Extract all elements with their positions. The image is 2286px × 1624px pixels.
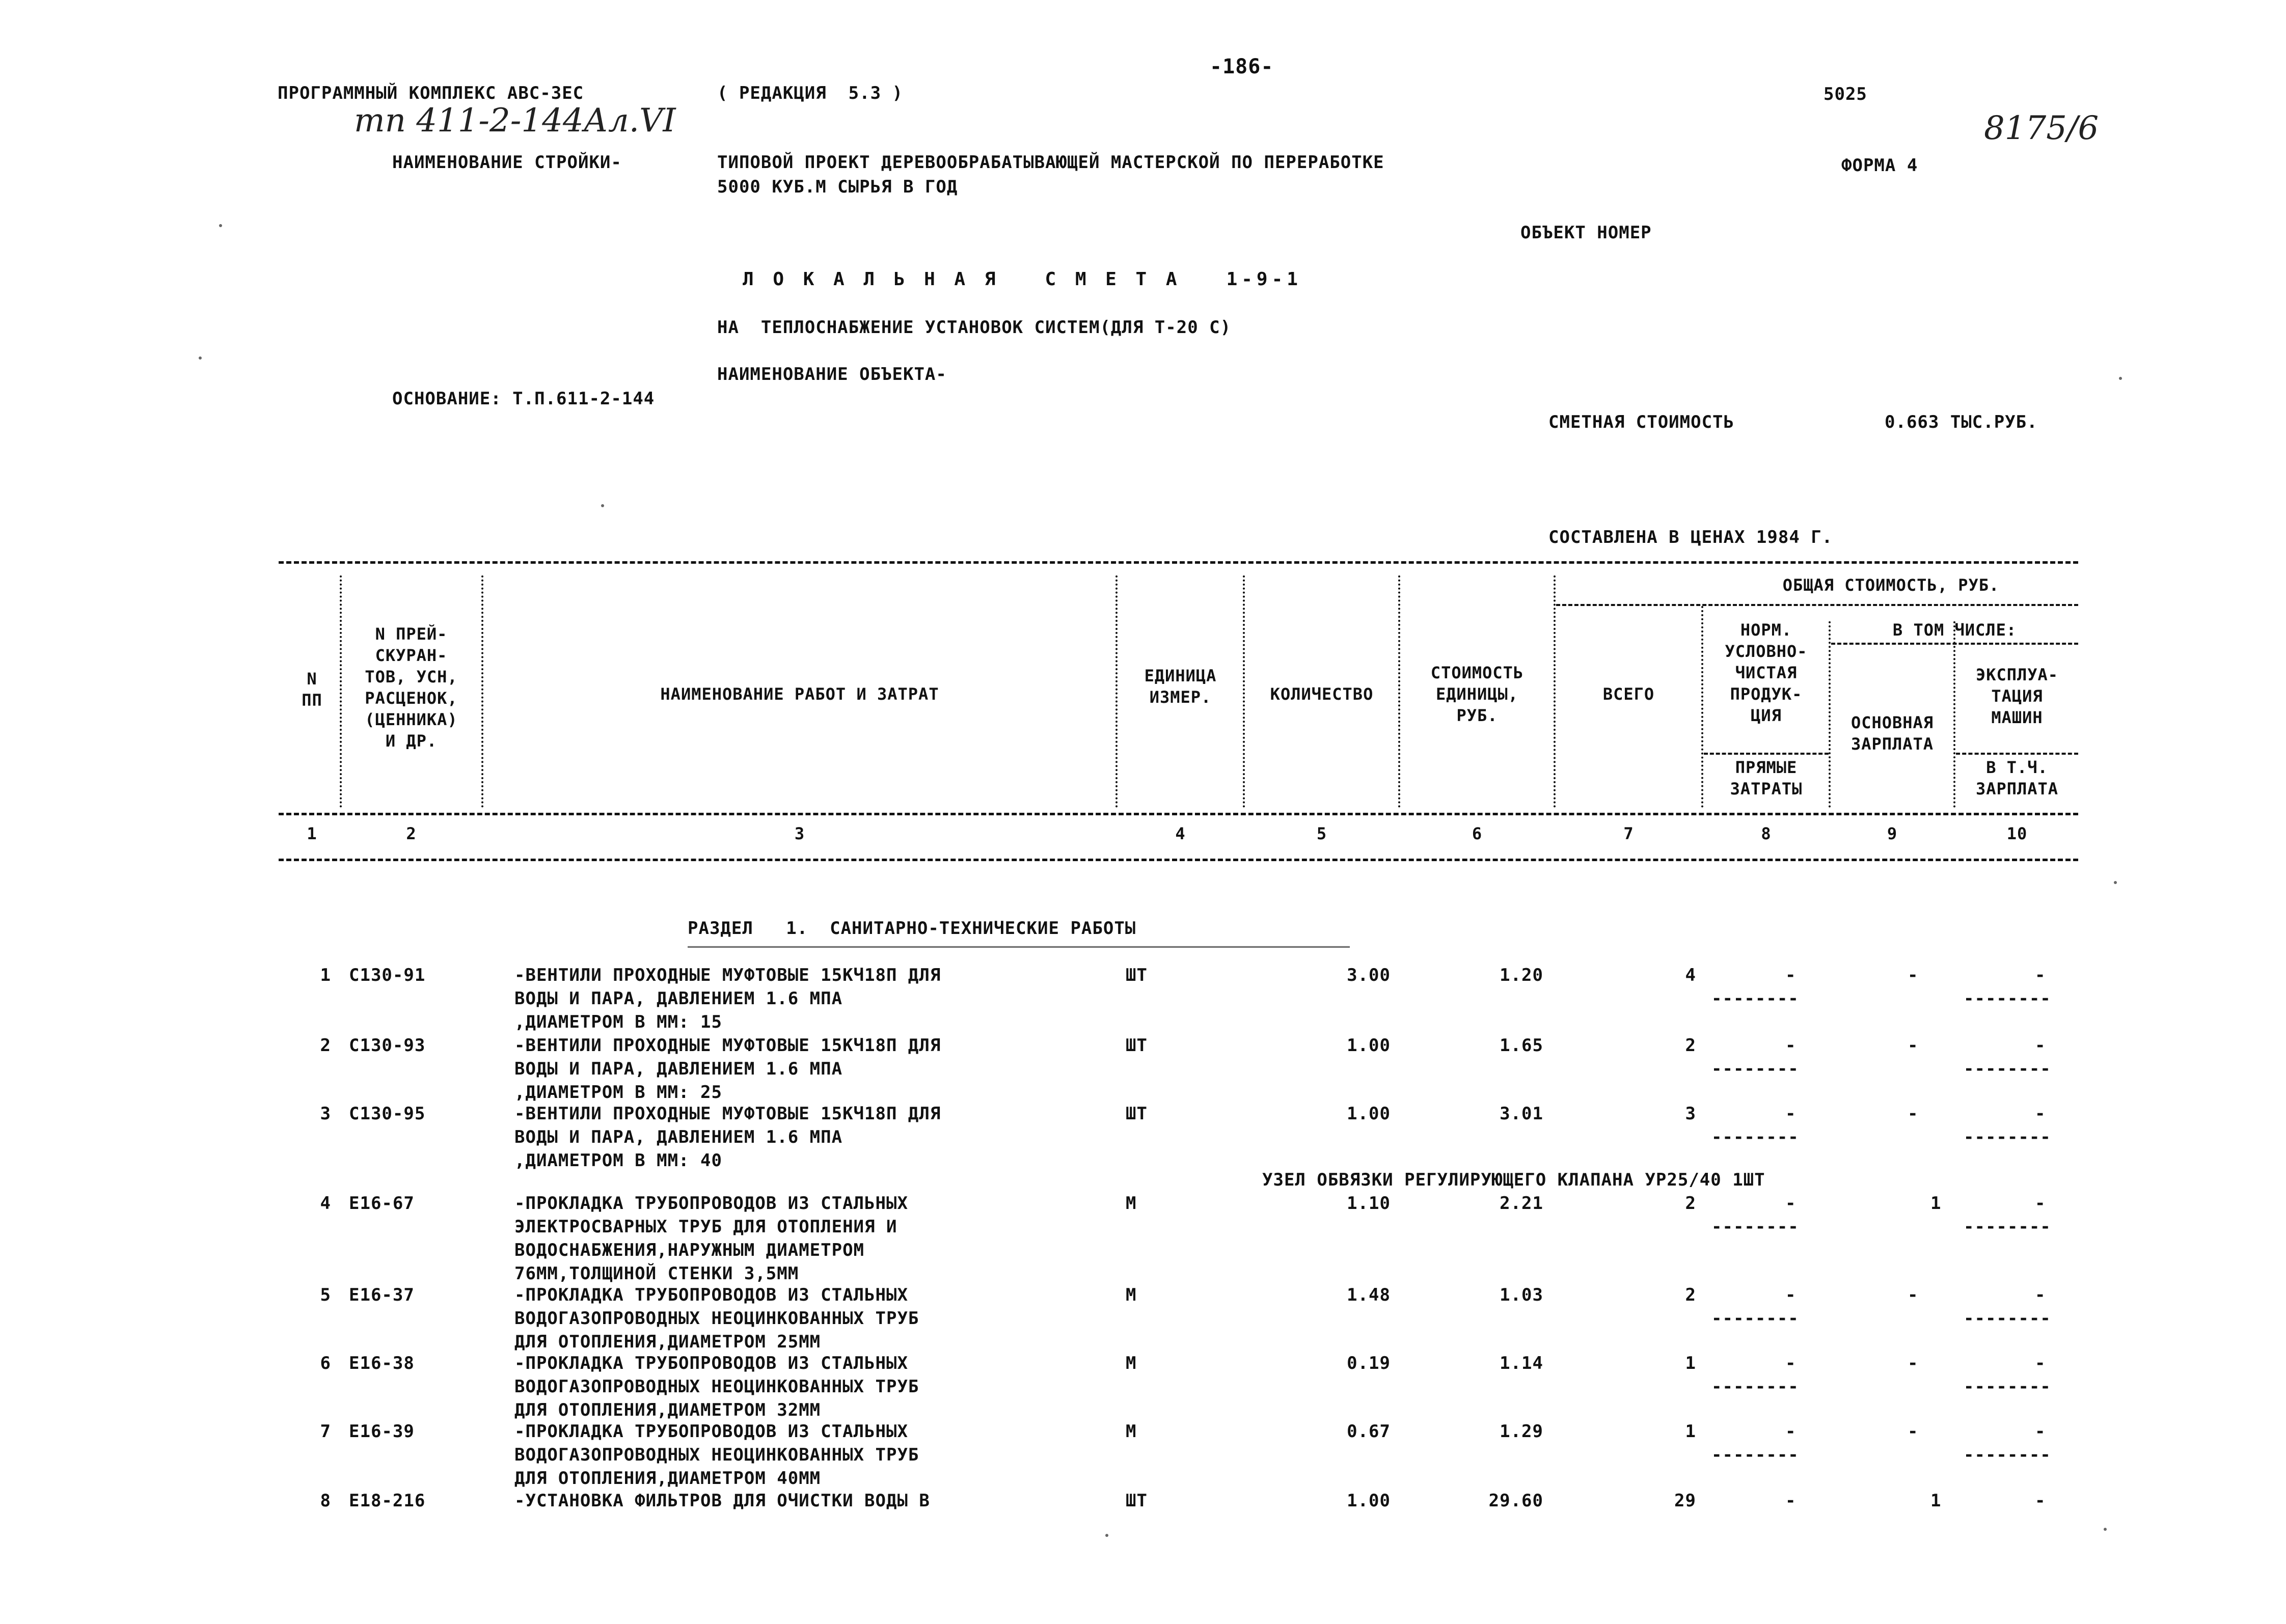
row-col8: - — [1785, 1491, 1797, 1511]
cost-value: 0.663 ТЫС.РУБ. — [1885, 412, 2038, 432]
header-incl-wage: В Т.Ч. ЗАРПЛАТА — [1975, 758, 2059, 799]
row-total: 3 — [1685, 1104, 1696, 1124]
table-colnum-rule — [279, 859, 2078, 861]
row-unit: ШТ — [1126, 1104, 1148, 1124]
col-sep-5 — [1398, 575, 1400, 808]
header-including: В ТОМ ЧИСЛЕ: — [1892, 620, 2017, 640]
row-code: Е16-67 — [349, 1193, 415, 1214]
row-col10: - — [2035, 1035, 2046, 1056]
row-code: С130-93 — [349, 1035, 426, 1056]
header-quantity: КОЛИЧЕСТВО — [1270, 684, 1374, 704]
col-sep-3 — [1115, 575, 1118, 808]
page-number: -186- — [1210, 55, 1274, 78]
row-number: 2 — [320, 1035, 331, 1056]
row-col8: - — [1785, 1421, 1797, 1442]
scan-speck — [1105, 1534, 1108, 1537]
col-sep-9 — [1953, 621, 1955, 808]
row-total: 4 — [1685, 965, 1696, 985]
row-col10: - — [2035, 1491, 2046, 1511]
row-unit-price: 1.20 — [1500, 965, 1543, 985]
col-sep-8 — [1829, 621, 1831, 808]
header-work-name: НАИМЕНОВАНИЕ РАБОТ И ЗАТРАТ — [660, 684, 939, 704]
row-dash-col8: -------- — [1711, 1377, 1799, 1397]
row-col9: - — [1908, 1421, 1919, 1442]
construction-label: НАИМЕНОВАНИЕ СТРОЙКИ- — [392, 152, 622, 173]
row-dash-col8: -------- — [1711, 1127, 1799, 1147]
header-basic-wage: ОСНОВНАЯ ЗАРПЛАТА — [1850, 713, 1934, 754]
row-quantity: 1.00 — [1347, 1035, 1391, 1056]
row-number: 6 — [320, 1353, 331, 1373]
header-machine-operation: ЭКСПЛУА- ТАЦИЯ МАШИН — [1975, 665, 2059, 727]
table-header-rule — [279, 813, 2078, 815]
scan-speck — [601, 504, 604, 507]
row-description: -ВЕНТИЛИ ПРОХОДНЫЕ МУФТОВЫЕ 15КЧ18П ДЛЯ ВОДЫ И ПАРА, ДАВЛЕНИЕМ 1.6 МПА ,ДИАМЕТРОМ В ММ: 15 — [514, 965, 941, 1032]
form-number: ФОРМА 4 — [1841, 155, 1918, 176]
object-number: ОБЪЕКТ НОМЕР — [1520, 223, 1652, 243]
row-col9: - — [1908, 1035, 1919, 1056]
doc-code: 5025 — [1824, 84, 1867, 104]
row-col10: - — [2035, 965, 2046, 985]
cost-label: СМЕТНАЯ СТОИМОСТЬ — [1548, 412, 1734, 432]
row-dash-col10: -------- — [1964, 1127, 2051, 1147]
row-dash-col10: -------- — [1964, 1308, 2051, 1329]
section-title: РАЗДЕЛ 1. САНИТАРНО-ТЕХНИЧЕСКИЕ РАБОТЫ — [688, 918, 1136, 939]
row-unit-price: 1.29 — [1500, 1421, 1543, 1442]
row-dash-col10: -------- — [1964, 1059, 2051, 1079]
scan-speck — [2119, 377, 2122, 380]
row-unit: М — [1126, 1285, 1137, 1305]
row-number: 4 — [320, 1193, 331, 1214]
row-col9: - — [1908, 1104, 1919, 1124]
row-unit-price: 1.03 — [1500, 1285, 1543, 1305]
colnum-1: 1 — [307, 824, 317, 843]
colnum-5: 5 — [1316, 824, 1327, 843]
row-dash-col8: -------- — [1711, 988, 1799, 1009]
row-col8: - — [1785, 1353, 1797, 1373]
object-name-label: НАИМЕНОВАНИЕ ОБЪЕКТА- — [717, 364, 947, 384]
row-code: Е16-37 — [349, 1285, 415, 1305]
subheader-rule-total — [1556, 604, 2078, 606]
row-col10: - — [2035, 1421, 2046, 1442]
colnum-4: 4 — [1175, 824, 1186, 843]
row-number: 5 — [320, 1285, 331, 1305]
row-code: Е16-39 — [349, 1421, 415, 1442]
col-sep-4 — [1243, 575, 1245, 808]
row-dash-col10: -------- — [1964, 1377, 2051, 1397]
subheader-rule-incl — [1831, 643, 2078, 645]
row-description: -ПРОКЛАДКА ТРУБОПРОВОДОВ ИЗ СТАЛЬНЫХ ЭЛЕКТРОСВАРНЫХ ТРУБ ДЛЯ ОТОПЛЕНИЯ И ВОДОСНАБЖЕНИЯ,НАРУЖНЫМ ДИАМЕТРОМ 76ММ,ТОЛЩИНОЙ СТЕНКИ 3,5ММ — [514, 1193, 908, 1284]
header-total: ВСЕГО — [1602, 684, 1655, 704]
scan-speck — [199, 356, 202, 360]
row-quantity: 0.19 — [1347, 1353, 1391, 1373]
scan-speck — [219, 224, 222, 227]
colnum-10: 10 — [2006, 824, 2028, 843]
colnum-3: 3 — [794, 824, 805, 843]
row-unit-price: 3.01 — [1500, 1104, 1543, 1124]
row-description: -ПРОКЛАДКА ТРУБОПРОВОДОВ ИЗ СТАЛЬНЫХ ВОДОГАЗОПРОВОДНЫХ НЕОЦИНКОВАННЫХ ТРУБ ДЛЯ ОТОПЛЕНИЯ,ДИАМЕТРОМ 32ММ — [514, 1353, 919, 1420]
row-dash-col10: -------- — [1964, 1445, 2051, 1465]
row-unit-price: 1.14 — [1500, 1353, 1543, 1373]
handwritten-project-code: тп 411-2-144Ал.VI — [354, 102, 676, 140]
colnum-8: 8 — [1761, 824, 1772, 843]
table-top-rule — [279, 561, 2078, 564]
row-unit: М — [1126, 1193, 1137, 1214]
row-number: 1 — [320, 965, 331, 985]
row-dash-col10: -------- — [1964, 1217, 2051, 1237]
subheader-rule-machine — [1956, 753, 2078, 755]
row-description: -ВЕНТИЛИ ПРОХОДНЫЕ МУФТОВЫЕ 15КЧ18П ДЛЯ ВОДЫ И ПАРА, ДАВЛЕНИЕМ 1.6 МПА ,ДИАМЕТРОМ В ММ: 25 — [514, 1035, 941, 1103]
row-quantity: 3.00 — [1347, 965, 1391, 985]
header-norm-production: НОРМ. УСЛОВНО- ЧИСТАЯ ПРОДУК- ЦИЯ — [1725, 620, 1808, 725]
header-direct-costs: ПРЯМЫЕ ЗАТРАТЫ — [1730, 758, 1803, 799]
row-unit: ШТ — [1126, 965, 1148, 985]
row-code: Е16-38 — [349, 1353, 415, 1373]
row-col9: 1 — [1930, 1193, 1942, 1214]
header-pricelist: N ПРЕЙ- СКУРАН- ТОВ, УСН, РАСЦЕНОК, (ЦЕННИКА) И ДР. — [365, 624, 458, 751]
row-col8: - — [1785, 1285, 1797, 1305]
scan-speck — [2114, 881, 2117, 884]
prices-note: СОСТАВЛЕНА В ЦЕНАХ 1984 Г. — [1548, 527, 1833, 547]
handwritten-number: 8175/6 — [1984, 109, 2099, 147]
subheader-rule-norm — [1704, 753, 1829, 755]
row-unit-price: 29.60 — [1488, 1491, 1543, 1511]
row-col10: - — [2035, 1285, 2046, 1305]
row-quantity: 1.00 — [1347, 1104, 1391, 1124]
row-col9: 1 — [1930, 1491, 1942, 1511]
row-col8: - — [1785, 965, 1797, 985]
header-n: N ПП — [302, 669, 322, 710]
estimate-title: Л О К А Л Ь Н А Я С М Е Т А 1-9-1 — [743, 269, 1302, 290]
row-description: -ПРОКЛАДКА ТРУБОПРОВОДОВ ИЗ СТАЛЬНЫХ ВОДОГАЗОПРОВОДНЫХ НЕОЦИНКОВАННЫХ ТРУБ ДЛЯ ОТОПЛЕНИЯ,ДИАМЕТРОМ 25ММ — [514, 1285, 919, 1352]
row-number: 7 — [320, 1421, 331, 1442]
construction-line-1: ТИПОВОЙ ПРОЕКТ ДЕРЕВООБРАБАТЫВАЮЩЕЙ МАСТЕРСКОЙ ПО ПЕРЕРАБОТКЕ — [717, 152, 1384, 173]
row-unit: ШТ — [1126, 1035, 1148, 1056]
header-total-cost: ОБЩАЯ СТОИМОСТЬ, РУБ. — [1782, 575, 2000, 595]
row-unit: М — [1126, 1353, 1137, 1373]
row-col9: - — [1908, 965, 1919, 985]
row-col8: - — [1785, 1035, 1797, 1056]
row-col10: - — [2035, 1193, 2046, 1214]
colnum-2: 2 — [406, 824, 417, 843]
row-dash-col8: -------- — [1711, 1308, 1799, 1329]
row-col9: - — [1908, 1353, 1919, 1373]
row-col8: - — [1785, 1104, 1797, 1124]
row-dash-col8: -------- — [1711, 1445, 1799, 1465]
unit-assembly-note: УЗЕЛ ОБВЯЗКИ РЕГУЛИРУЮЩЕГО КЛАПАНА УР25/40 1ШТ — [1262, 1170, 1765, 1190]
row-code: С130-95 — [349, 1104, 426, 1124]
row-col10: - — [2035, 1353, 2046, 1373]
section-underline — [688, 946, 1350, 948]
row-unit: М — [1126, 1421, 1137, 1442]
row-total: 29 — [1674, 1491, 1696, 1511]
row-quantity: 1.00 — [1347, 1491, 1391, 1511]
row-total: 2 — [1685, 1193, 1696, 1214]
row-quantity: 1.10 — [1347, 1193, 1391, 1214]
row-col9: - — [1908, 1285, 1919, 1305]
row-dash-col10: -------- — [1964, 988, 2051, 1009]
row-unit: ШТ — [1126, 1491, 1148, 1511]
row-number: 8 — [320, 1491, 331, 1511]
row-code: С130-91 — [349, 965, 426, 985]
row-total: 2 — [1685, 1035, 1696, 1056]
row-col8: - — [1785, 1193, 1797, 1214]
program-name: ПРОГРАММНЫЙ КОМПЛЕКС АВС-ЗЕС — [278, 83, 584, 103]
row-unit-price: 2.21 — [1500, 1193, 1543, 1214]
row-code: Е18-216 — [349, 1491, 426, 1511]
row-quantity: 0.67 — [1347, 1421, 1391, 1442]
row-quantity: 1.48 — [1347, 1285, 1391, 1305]
row-description: -ПРОКЛАДКА ТРУБОПРОВОДОВ ИЗ СТАЛЬНЫХ ВОДОГАЗОПРОВОДНЫХ НЕОЦИНКОВАННЫХ ТРУБ ДЛЯ ОТОПЛЕНИЯ,ДИАМЕТРОМ 40ММ — [514, 1421, 919, 1489]
estimate-subject: НА ТЕПЛОСНАБЖЕНИЕ УСТАНОВОК СИСТЕМ(ДЛЯ Т-20 С) — [717, 317, 1232, 338]
header-unit: ЕДИНИЦА ИЗМЕР. — [1144, 666, 1217, 707]
colnum-7: 7 — [1623, 824, 1634, 843]
basis: ОСНОВАНИЕ: Т.П.611-2-144 — [392, 389, 655, 409]
colnum-9: 9 — [1887, 824, 1898, 843]
row-col10: - — [2035, 1104, 2046, 1124]
row-unit-price: 1.65 — [1500, 1035, 1543, 1056]
row-total: 1 — [1685, 1353, 1696, 1373]
scan-speck — [2104, 1528, 2107, 1531]
header-unit-cost: СТОИМОСТЬ ЕДИНИЦЫ, РУБ. — [1430, 663, 1524, 725]
row-description: -УСТАНОВКА ФИЛЬТРОВ ДЛЯ ОЧИСТКИ ВОДЫ В — [514, 1491, 930, 1511]
col-sep-2 — [481, 575, 483, 808]
row-dash-col8: -------- — [1711, 1217, 1799, 1237]
construction-line-2: 5000 КУБ.М СЫРЬЯ В ГОД — [717, 177, 958, 197]
row-number: 3 — [320, 1104, 331, 1124]
col-sep-7 — [1701, 606, 1703, 808]
row-description: -ВЕНТИЛИ ПРОХОДНЫЕ МУФТОВЫЕ 15КЧ18П ДЛЯ ВОДЫ И ПАРА, ДАВЛЕНИЕМ 1.6 МПА ,ДИАМЕТРОМ В ММ: 40 — [514, 1104, 941, 1171]
edition: ( РЕДАКЦИЯ 5.3 ) — [717, 83, 903, 103]
col-sep-6 — [1554, 575, 1556, 808]
row-dash-col8: -------- — [1711, 1059, 1799, 1079]
row-total: 2 — [1685, 1285, 1696, 1305]
colnum-6: 6 — [1472, 824, 1483, 843]
row-total: 1 — [1685, 1421, 1696, 1442]
